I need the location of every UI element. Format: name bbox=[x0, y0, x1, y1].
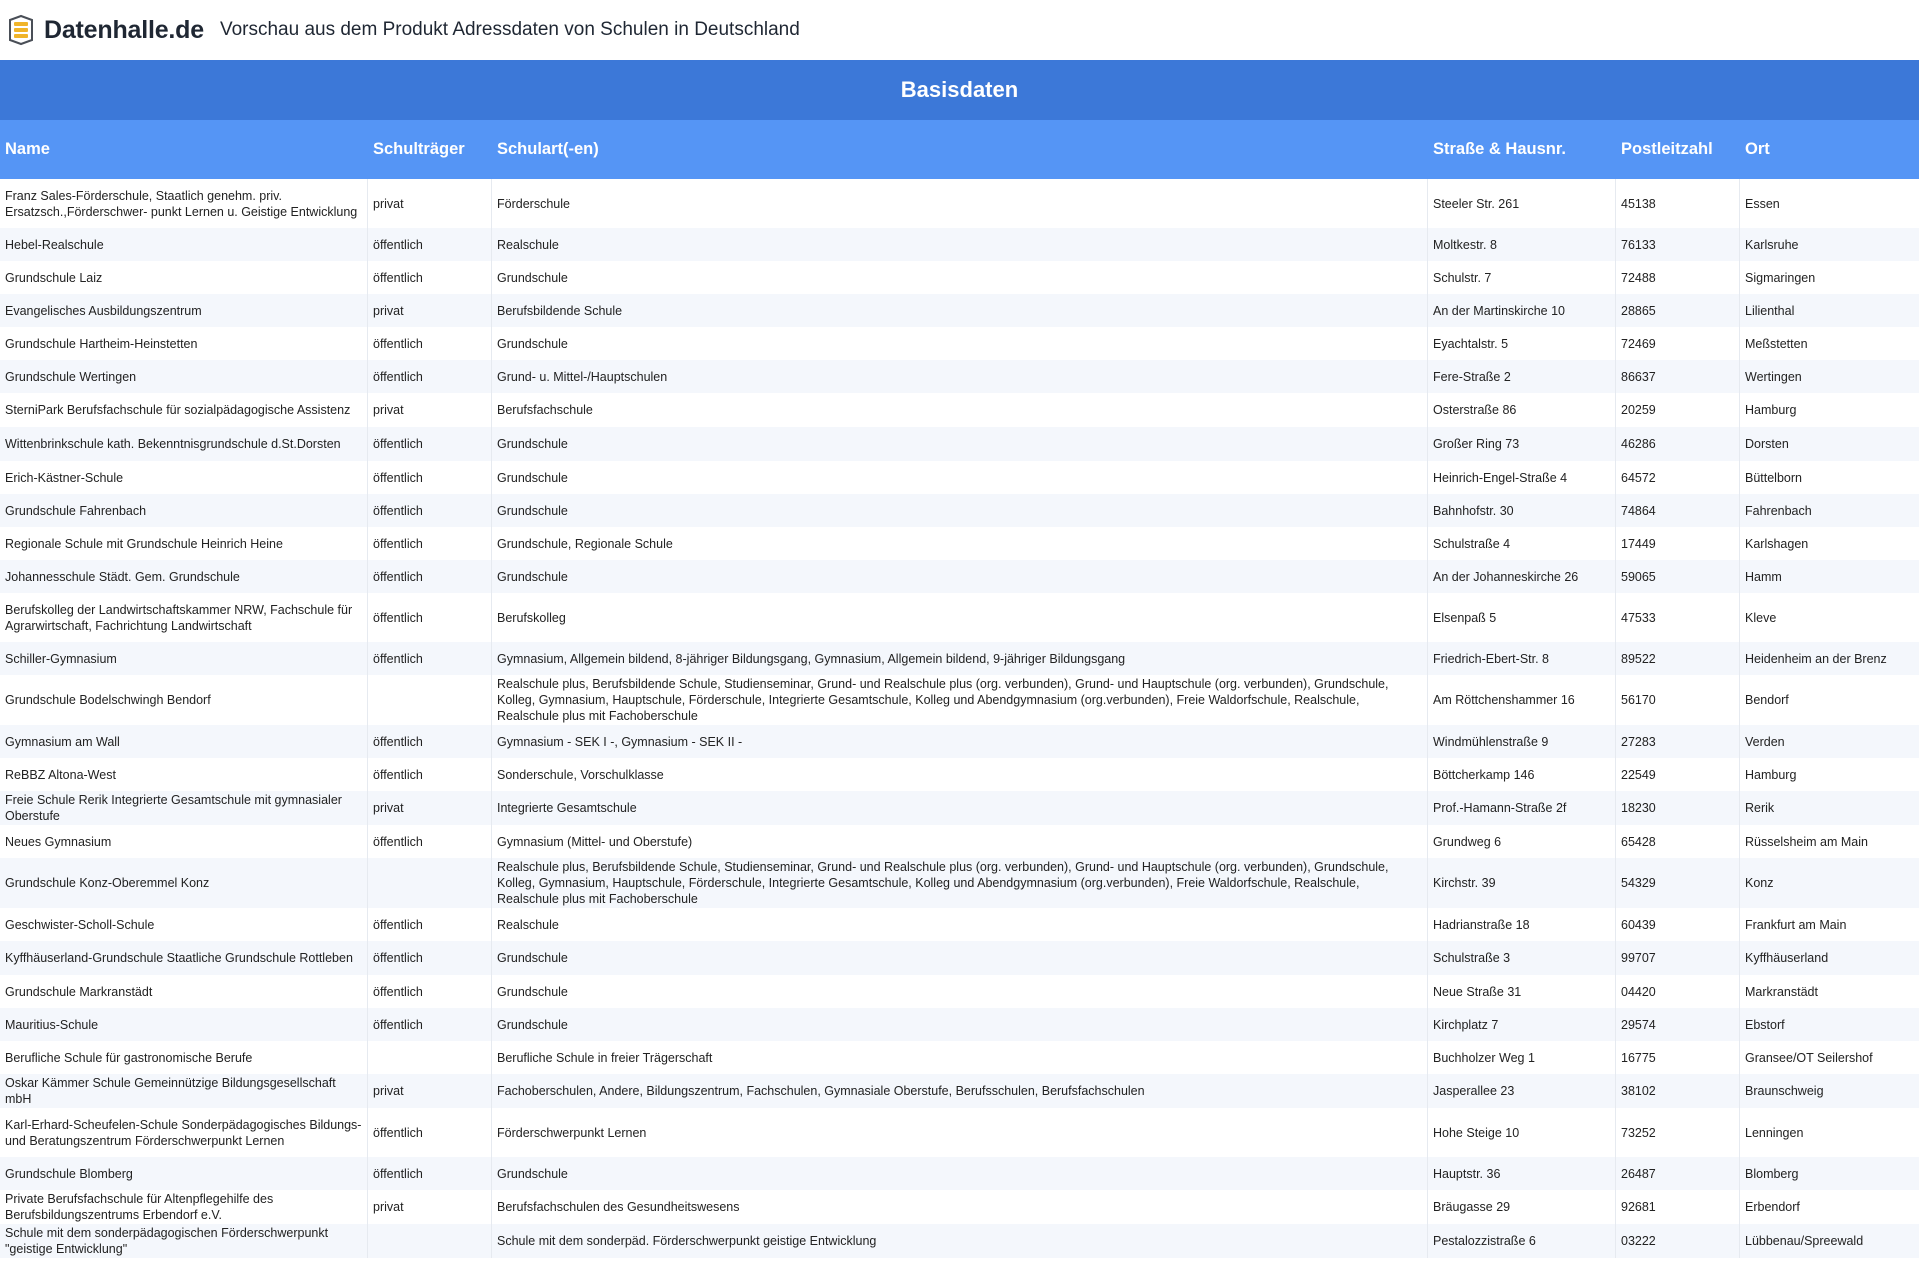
logo-text: Datenhalle.de bbox=[44, 15, 204, 44]
cell-schultraeger: öffentlich bbox=[368, 461, 492, 494]
cell-ort: Dorsten bbox=[1740, 427, 1919, 461]
cell-name: Grundschule Bodelschwingh Bendorf bbox=[0, 675, 368, 725]
cell-strasse: Moltkestr. 8 bbox=[1428, 228, 1616, 261]
cell-schultraeger: öffentlich bbox=[368, 1108, 492, 1157]
cell-strasse: Friedrich-Ebert-Str. 8 bbox=[1428, 642, 1616, 675]
cell-name: Regionale Schule mit Grundschule Heinrich Heine bbox=[0, 527, 368, 560]
cell-postleitzahl: 04420 bbox=[1616, 975, 1740, 1008]
table-row bbox=[0, 1108, 1919, 1157]
cell-schulart: Grundschule bbox=[492, 1157, 1428, 1190]
cell-schulart: Gymnasium (Mittel- und Oberstufe) bbox=[492, 825, 1428, 858]
table-row bbox=[0, 527, 1919, 560]
cell-strasse: Bräugasse 29 bbox=[1428, 1190, 1616, 1224]
cell-strasse: Jasperallee 23 bbox=[1428, 1074, 1616, 1108]
table-row bbox=[0, 858, 1919, 908]
cell-schultraeger: privat bbox=[368, 791, 492, 825]
column-header-postleitzahl[interactable]: Postleitzahl bbox=[1616, 120, 1740, 179]
cell-ort: Fahrenbach bbox=[1740, 494, 1919, 527]
cell-name: Johannesschule Städt. Gem. Grundschule bbox=[0, 560, 368, 593]
column-header-schultraeger[interactable]: Schulträger bbox=[368, 120, 492, 179]
cell-ort: Kleve bbox=[1745, 610, 1777, 625]
cell-schulart: Grundschule bbox=[492, 327, 1428, 360]
cell-schultraeger: privat bbox=[368, 393, 492, 427]
table-row bbox=[0, 1074, 1919, 1108]
table-row bbox=[0, 908, 1919, 941]
section-header: Basisdaten bbox=[0, 60, 1919, 120]
column-header-name[interactable]: Name bbox=[0, 120, 368, 179]
table-row bbox=[0, 975, 1919, 1008]
cell-schulart: Berufsfachschulen des Gesundheitswesens bbox=[492, 1190, 1428, 1224]
cell-postleitzahl: 16775 bbox=[1616, 1041, 1740, 1074]
cell-strasse: Kirchplatz 7 bbox=[1428, 1008, 1616, 1041]
cell-schulart: Realschule bbox=[492, 908, 1428, 941]
cell-ort: Konz bbox=[1740, 858, 1919, 908]
cell-ort: Blomberg bbox=[1740, 1157, 1919, 1190]
table-row bbox=[0, 1008, 1919, 1041]
cell-strasse: Bahnhofstr. 30 bbox=[1428, 494, 1616, 527]
cell-name: Oskar Kämmer Schule Gemeinnützige Bildungsgesellschaft mbH bbox=[0, 1074, 368, 1108]
table-row bbox=[0, 427, 1919, 461]
cell-ort: Wertingen bbox=[1740, 360, 1919, 393]
cell-strasse: An der Johanneskirche 26 bbox=[1428, 560, 1616, 593]
cell-strasse: Fere-Straße 2 bbox=[1428, 360, 1616, 393]
cell-strasse: Buchholzer Weg 1 bbox=[1428, 1041, 1616, 1074]
cell-schulart: Berufsbildende Schule bbox=[492, 294, 1428, 327]
table-row bbox=[0, 294, 1919, 327]
cell-ort: Erbendorf bbox=[1745, 1200, 1800, 1214]
cell-strasse: Hohe Steige 10 bbox=[1428, 1108, 1616, 1157]
cell-schultraeger: öffentlich bbox=[368, 975, 492, 1008]
cell-ort: Rerik bbox=[1740, 791, 1919, 825]
cell-postleitzahl: 22549 bbox=[1616, 758, 1740, 791]
table-row bbox=[0, 941, 1919, 975]
cell-name: Grundschule Blomberg bbox=[0, 1157, 368, 1190]
cell-schulart: Integrierte Gesamtschule bbox=[492, 791, 1428, 825]
cell-postleitzahl: 65428 bbox=[1616, 825, 1740, 858]
cell-name: Karl-Erhard-Scheufelen-Schule Sonderpädagogisches Bildungs- und Beratungszentrum Förderschwerpunkt Lernen bbox=[0, 1108, 368, 1157]
table-row bbox=[0, 1157, 1919, 1190]
cell-schulart: Grundschule bbox=[492, 494, 1428, 527]
cell-schulart: Fachoberschulen, Andere, Bildungszentrum, Fachschulen, Gymnasiale Oberstufe, Berufsschulen, Berufsfachschulen bbox=[492, 1074, 1428, 1108]
table-row bbox=[0, 593, 1919, 642]
cell-schultraeger: öffentlich bbox=[368, 825, 492, 858]
cell-name: Kyffhäuserland-Grundschule Staatliche Grundschule Rottleben bbox=[0, 941, 368, 975]
table-row bbox=[0, 1041, 1919, 1074]
cell-postleitzahl: 45138 bbox=[1616, 179, 1740, 228]
cell-name: SterniPark Berufsfachschule für sozialpädagogische Assistenz bbox=[0, 393, 368, 427]
cell-name: ReBBZ Altona-West bbox=[0, 758, 368, 791]
cell-ort: Markranstädt bbox=[1745, 984, 1818, 999]
cell-schulart: Förderschule bbox=[492, 179, 1428, 228]
cell-strasse: Steeler Str. 261 bbox=[1428, 179, 1616, 228]
cell-postleitzahl: 20259 bbox=[1616, 393, 1740, 427]
cell-strasse: Schulstr. 7 bbox=[1428, 261, 1616, 294]
cell-postleitzahl: 26487 bbox=[1616, 1157, 1740, 1190]
cell-schulart: Berufskolleg bbox=[492, 593, 1428, 642]
cell-schulart: Gymnasium, Allgemein bildend, 8-jähriger Bildungsgang, Gymnasium, Allgemein bildend, 9-jähriger Bildungsgang bbox=[492, 642, 1428, 675]
cell-ort: Braunschweig bbox=[1740, 1074, 1919, 1108]
cell-schultraeger bbox=[368, 1224, 492, 1258]
cell-name: Schule mit dem sonderpädagogischen Förderschwerpunkt "geistige Entwicklung" bbox=[0, 1224, 368, 1258]
cell-strasse: Elsenpaß 5 bbox=[1428, 593, 1616, 642]
cell-schulart: Gymnasium - SEK I -, Gymnasium - SEK II - bbox=[492, 725, 1428, 758]
cell-schultraeger: öffentlich bbox=[368, 427, 492, 461]
table-row bbox=[0, 360, 1919, 393]
cell-schulart: Grundschule bbox=[492, 975, 1428, 1008]
cell-postleitzahl: 47533 bbox=[1616, 593, 1740, 642]
cell-postleitzahl: 18230 bbox=[1616, 791, 1740, 825]
cell-postleitzahl: 92681 bbox=[1616, 1190, 1740, 1224]
cell-postleitzahl: 56170 bbox=[1616, 675, 1740, 725]
table-row bbox=[0, 179, 1919, 228]
cell-schulart: Grundschule bbox=[492, 1008, 1428, 1041]
cell-postleitzahl: 38102 bbox=[1616, 1074, 1740, 1108]
cell-name: Hebel-Realschule bbox=[0, 228, 368, 261]
table-row bbox=[0, 228, 1919, 261]
cell-strasse: Böttcherkamp 146 bbox=[1428, 758, 1616, 791]
cell-name: Grundschule Markranstädt bbox=[0, 975, 368, 1008]
cell-ort: Karlshagen bbox=[1745, 536, 1809, 551]
cell-strasse: Hauptstr. 36 bbox=[1428, 1157, 1616, 1190]
table-row bbox=[0, 825, 1919, 858]
table-row bbox=[0, 725, 1919, 758]
cell-name: Wittenbrinkschule kath. Bekenntnisgrundschule d.St.Dorsten bbox=[0, 427, 368, 461]
cell-schulart: Schule mit dem sonderpäd. Förderschwerpunkt geistige Entwicklung bbox=[492, 1224, 1428, 1258]
table-row bbox=[0, 393, 1919, 427]
cell-schulart: Grundschule bbox=[492, 261, 1428, 294]
cell-schultraeger: privat bbox=[368, 1190, 492, 1224]
cell-ort: Heidenheim an der Brenz bbox=[1740, 642, 1919, 675]
cell-schulart: Grundschule bbox=[492, 941, 1428, 975]
cell-postleitzahl: 54329 bbox=[1616, 858, 1740, 908]
cell-schulart: Grundschule bbox=[492, 560, 1428, 593]
top-bar bbox=[0, 0, 1920, 60]
cell-schultraeger: öffentlich bbox=[368, 941, 492, 975]
cell-name: Berufliche Schule für gastronomische Berufe bbox=[0, 1041, 368, 1074]
cell-name: Freie Schule Rerik Integrierte Gesamtschule mit gymnasialer Oberstufe bbox=[0, 791, 368, 825]
cell-ort: Hamburg bbox=[1745, 403, 1797, 417]
table-row bbox=[0, 758, 1919, 791]
cell-postleitzahl: 73252 bbox=[1616, 1108, 1740, 1157]
table-row bbox=[0, 327, 1919, 360]
cell-ort: Karlsruhe bbox=[1740, 228, 1919, 261]
cell-postleitzahl: 03222 bbox=[1616, 1224, 1740, 1258]
cell-postleitzahl: 60439 bbox=[1616, 908, 1740, 941]
cell-name: Grundschule Wertingen bbox=[0, 360, 368, 393]
cell-postleitzahl: 72469 bbox=[1616, 327, 1740, 360]
table-row bbox=[0, 642, 1919, 675]
cell-schultraeger bbox=[368, 1041, 492, 1074]
cell-schultraeger: öffentlich bbox=[368, 228, 492, 261]
cell-schultraeger: privat bbox=[368, 1074, 492, 1108]
cell-schulart: Berufsfachschule bbox=[492, 393, 1428, 427]
cell-strasse: Kirchstr. 39 bbox=[1428, 858, 1616, 908]
cell-ort: Sigmaringen bbox=[1745, 270, 1816, 285]
cell-ort: Essen bbox=[1745, 196, 1780, 211]
cell-name: Mauritius-Schule bbox=[0, 1008, 368, 1041]
cell-postleitzahl: 46286 bbox=[1616, 427, 1740, 461]
table-row bbox=[0, 560, 1919, 593]
cell-schultraeger: öffentlich bbox=[368, 593, 492, 642]
cell-postleitzahl: 72488 bbox=[1616, 261, 1740, 294]
cell-ort: Lenningen bbox=[1745, 1125, 1804, 1140]
cell-postleitzahl: 59065 bbox=[1616, 560, 1740, 593]
cell-postleitzahl: 17449 bbox=[1616, 527, 1740, 560]
cell-ort: Rüsselsheim am Main bbox=[1745, 834, 1868, 849]
cell-ort: Bendorf bbox=[1745, 693, 1789, 707]
cell-ort: Frankfurt am Main bbox=[1745, 917, 1847, 932]
cell-postleitzahl: 99707 bbox=[1616, 941, 1740, 975]
cell-ort: Meßstetten bbox=[1745, 336, 1808, 351]
cell-schulart: Realschule bbox=[492, 228, 1428, 261]
cell-schultraeger: öffentlich bbox=[368, 527, 492, 560]
cell-ort: Hamburg bbox=[1745, 767, 1797, 782]
cell-schulart: Grund- u. Mittel-/Hauptschulen bbox=[492, 360, 1428, 393]
cell-postleitzahl: 74864 bbox=[1616, 494, 1740, 527]
cell-schultraeger: öffentlich bbox=[368, 908, 492, 941]
page-title: Vorschau aus dem Produkt Adressdaten von Schulen in Deutschland bbox=[219, 19, 800, 40]
cell-strasse: Schulstraße 4 bbox=[1428, 527, 1616, 560]
column-header-strasse[interactable]: Straße & Hausnr. bbox=[1428, 120, 1616, 179]
cell-ort: Ebstorf bbox=[1740, 1008, 1919, 1041]
site-logo[interactable] bbox=[4, 13, 204, 47]
cell-name: Grundschule Laiz bbox=[0, 261, 368, 294]
data-table bbox=[0, 120, 1919, 1258]
cell-name: Schiller-Gymnasium bbox=[0, 642, 368, 675]
cell-schulart: Sonderschule, Vorschulklasse bbox=[492, 758, 1428, 791]
table-row bbox=[0, 461, 1919, 494]
cell-name: Grundschule Konz-Oberemmel Konz bbox=[0, 858, 368, 908]
cell-postleitzahl: 28865 bbox=[1616, 294, 1740, 327]
cell-schulart: Berufliche Schule in freier Trägerschaft bbox=[492, 1041, 1428, 1074]
cell-schultraeger: öffentlich bbox=[368, 494, 492, 527]
cell-schultraeger: öffentlich bbox=[368, 261, 492, 294]
cell-schulart: Grundschule bbox=[492, 461, 1428, 494]
table-row bbox=[0, 791, 1919, 825]
cell-ort: Hamm bbox=[1740, 560, 1919, 593]
cell-name: Private Berufsfachschule für Altenpflegehilfe des Berufsbildungszentrums Erbendorf e.V. bbox=[0, 1190, 368, 1224]
cell-ort: Gransee/OT Seilershof bbox=[1745, 1050, 1873, 1065]
cell-name: Berufskolleg der Landwirtschaftskammer NRW, Fachschule für Agrarwirtschaft, Fachrichtung Landwirtschaft bbox=[0, 593, 368, 642]
cell-schulart: Grundschule bbox=[492, 427, 1428, 461]
cell-schultraeger: öffentlich bbox=[368, 1008, 492, 1041]
header-row bbox=[0, 120, 1919, 179]
table-row bbox=[0, 1224, 1919, 1258]
cell-postleitzahl: 76133 bbox=[1616, 228, 1740, 261]
cell-postleitzahl: 89522 bbox=[1616, 642, 1740, 675]
cell-name: Franz Sales-Förderschule, Staatlich genehm. priv. Ersatzsch.,Förderschwer- punkt Lernen u. Geistige Entwicklung bbox=[0, 179, 368, 228]
cell-schultraeger bbox=[368, 858, 492, 908]
cell-schultraeger: öffentlich bbox=[368, 1157, 492, 1190]
cell-ort: Kyffhäuserland bbox=[1740, 941, 1919, 975]
database-logo-icon bbox=[4, 13, 38, 47]
cell-strasse: Windmühlenstraße 9 bbox=[1428, 725, 1616, 758]
cell-schultraeger bbox=[368, 675, 492, 725]
cell-postleitzahl: 86637 bbox=[1616, 360, 1740, 393]
cell-postleitzahl: 27283 bbox=[1616, 725, 1740, 758]
cell-schultraeger: privat bbox=[368, 179, 492, 228]
cell-name: Evangelisches Ausbildungszentrum bbox=[0, 294, 368, 327]
cell-schulart: Förderschwerpunkt Lernen bbox=[492, 1108, 1428, 1157]
cell-name: Grundschule Fahrenbach bbox=[0, 494, 368, 527]
cell-strasse: Am Röttchenshammer 16 bbox=[1428, 675, 1616, 725]
cell-ort: Lilienthal bbox=[1740, 294, 1919, 327]
cell-schulart: Realschule plus, Berufsbildende Schule, Studienseminar, Grund- und Realschule plus (org. verbunden), Grund- und Hauptschule (org. verbunden), Grundschule, Kolleg, Gymnasium, Hauptschule, Förderschule, Integrierte Gesamtschule, Kolleg und Abendgymnasium (org.verbunden), Freie Waldorfschule, Realschule, Realschule plus mit Fachoberschule bbox=[492, 675, 1428, 725]
cell-strasse: Heinrich-Engel-Straße 4 bbox=[1428, 461, 1616, 494]
cell-name: Gymnasium am Wall bbox=[0, 725, 368, 758]
cell-schulart: Grundschule, Regionale Schule bbox=[492, 527, 1428, 560]
cell-schultraeger: öffentlich bbox=[368, 758, 492, 791]
table-row bbox=[0, 675, 1919, 725]
cell-ort: Lübbenau/Spreewald bbox=[1740, 1224, 1919, 1258]
cell-schultraeger: öffentlich bbox=[368, 642, 492, 675]
cell-ort: Büttelborn bbox=[1745, 470, 1802, 485]
column-header-schulart[interactable]: Schulart(-en) bbox=[492, 120, 1428, 179]
cell-name: Grundschule Hartheim-Heinstetten bbox=[0, 327, 368, 360]
cell-strasse: Grundweg 6 bbox=[1428, 825, 1616, 858]
table-row bbox=[0, 494, 1919, 527]
table-row bbox=[0, 261, 1919, 294]
cell-schultraeger: öffentlich bbox=[368, 360, 492, 393]
cell-strasse: Neue Straße 31 bbox=[1428, 975, 1616, 1008]
cell-strasse: Osterstraße 86 bbox=[1428, 393, 1616, 427]
cell-strasse: Hadrianstraße 18 bbox=[1428, 908, 1616, 941]
cell-strasse: Eyachtalstr. 5 bbox=[1428, 327, 1616, 360]
cell-schultraeger: öffentlich bbox=[368, 560, 492, 593]
cell-name: Geschwister-Scholl-Schule bbox=[0, 908, 368, 941]
cell-schultraeger: öffentlich bbox=[368, 327, 492, 360]
column-header-ort[interactable]: Ort bbox=[1740, 120, 1919, 179]
cell-postleitzahl: 64572 bbox=[1616, 461, 1740, 494]
cell-postleitzahl: 29574 bbox=[1616, 1008, 1740, 1041]
cell-schultraeger: öffentlich bbox=[368, 725, 492, 758]
cell-strasse: An der Martinskirche 10 bbox=[1428, 294, 1616, 327]
cell-strasse: Pestalozzistraße 6 bbox=[1428, 1224, 1616, 1258]
cell-name: Erich-Kästner-Schule bbox=[0, 461, 368, 494]
table-row bbox=[0, 1190, 1919, 1224]
cell-schulart: Realschule plus, Berufsbildende Schule, Studienseminar, Grund- und Realschule plus (org. verbunden), Grund- und Hauptschule (org. verbunden), Grundschule, Kolleg, Gymnasium, Hauptschule, Förderschule, Integrierte Gesamtschule, Kolleg und Abendgymnasium (org.verbunden), Freie Waldorfschule, Realschule, Realschule plus mit Fachoberschule bbox=[492, 858, 1428, 908]
cell-strasse: Prof.-Hamann-Straße 2f bbox=[1428, 791, 1616, 825]
cell-strasse: Schulstraße 3 bbox=[1428, 941, 1616, 975]
cell-schultraeger: privat bbox=[368, 294, 492, 327]
cell-ort: Verden bbox=[1740, 725, 1919, 758]
cell-name: Neues Gymnasium bbox=[0, 825, 368, 858]
cell-strasse: Großer Ring 73 bbox=[1428, 427, 1616, 461]
